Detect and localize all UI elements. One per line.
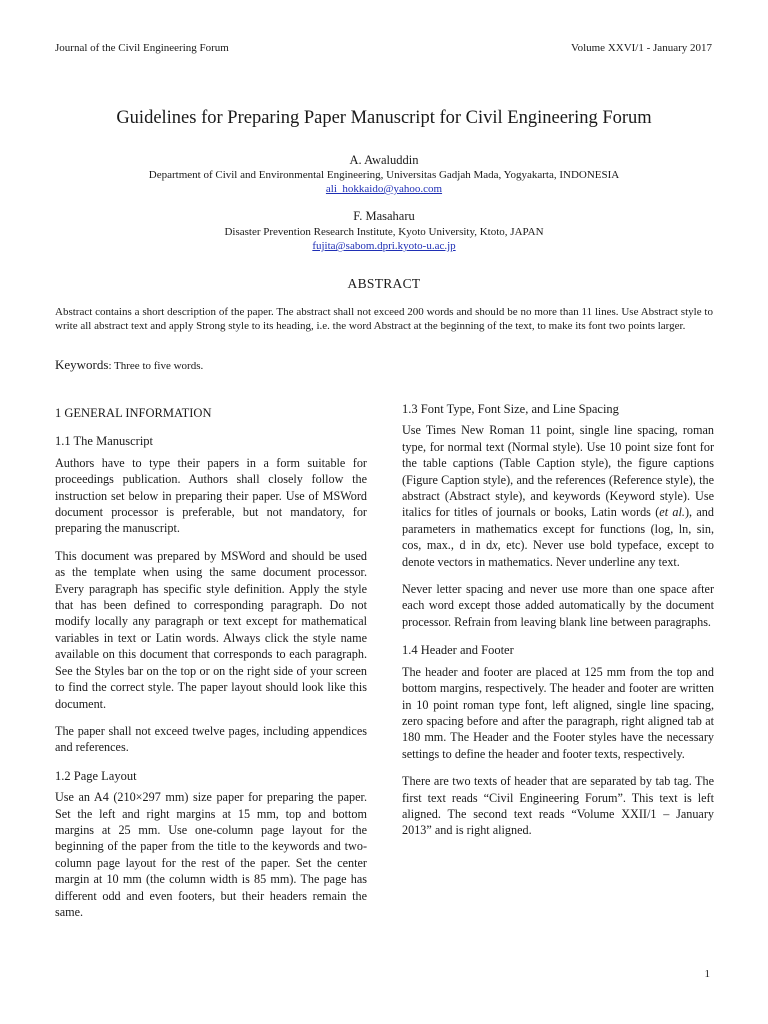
right-column — [402, 401, 714, 850]
text-run: Use Times New Roman 11 point, single line spacing, roman type, for normal text (Normal style). Use 10 point size font for the table captions (Table Caption style), the figure captions (Figure Caption style), and the references (Reference style), the abstract (Abstract style), and keywords (Keyword style). Use italics for titles of journals or books, Latin words ( — [402, 423, 714, 520]
paragraph: This document was prepared by MSWord and should be used as the template when using the same document processor. Every paragraph has specific style definition. Apply the style that has been defined to corresponding paragraph. Do not modify locally any paragraph or text except for mathematical variables in text or Latin words. Always click the style name available on this document that corresponds to each paragraph. See the Styles bar on the top or on the right side of your screen to find the correct style. The paper layout should look like this document. — [55, 548, 367, 711]
author-name-2: F. Masaharu — [353, 209, 415, 223]
author-affiliation-2: Disaster Prevention Research Institute, Kyoto University, Ktoto, JAPAN — [224, 226, 544, 238]
subsection-heading-font-type: 1.3 Font Type, Font Size, and Line Spacing — [402, 402, 619, 416]
section-heading-general-information: 1 GENERAL INFORMATION — [55, 406, 212, 420]
author-email-link-1[interactable]: ali_hokkaido@yahoo.com — [325, 183, 443, 195]
author-email-1 — [0, 183, 768, 195]
author-name-1: A. Awaluddin — [349, 153, 419, 167]
left-column — [55, 405, 367, 931]
author-affiliation-1: Department of Civil and Environmental Engineering, Universitas Gadjah Mada, Yogyakarta, INDONESIA — [148, 169, 620, 181]
subsection-heading-header-footer: 1.4 Header and Footer — [402, 643, 514, 658]
running-header-volume: Volume XXVI/1 - January 2017 — [571, 42, 712, 54]
paper-title: Guidelines for Preparing Paper Manuscript for Civil Engineering Forum — [116, 108, 652, 128]
paragraph: Authors have to type their papers in a form suitable for proceedings publication. Authors shall closely follow the instruction set below in preparing their paper. Use of MSWord document processor is preferable, but not mandatory, for preparing the manuscript. — [55, 455, 367, 536]
page-number: 1 — [704, 968, 710, 980]
subsection-heading-page-layout: 1.2 Page Layout — [55, 768, 137, 783]
paragraph: Use an A4 (210×297 mm) size paper for preparing the paper. Set the left and right margins at 15 mm, top and bottom margins at 25 mm. Use one-column page layout for the beginning of the paper from the title to the keywords and two-column page layout for the rest of the paper. Set the center margin at 10 mm (the column width is 85 mm). The page has different odd and even footers, but their headers remain the same. — [55, 790, 367, 919]
keywords-line — [55, 357, 203, 373]
text-run: ), and parameters in mathematics except for functions (log, ln, sin, cos, max., d in d — [402, 505, 714, 553]
keywords-label: Keywords — [55, 357, 109, 372]
paragraph: The paper shall not exceed twelve pages, including appendices and references. — [55, 723, 367, 755]
keywords-text: : Three to five words. — [108, 360, 204, 372]
italic-text: et al. — [659, 505, 685, 520]
author-email-2 — [0, 240, 768, 252]
paragraph: Never letter spacing and never use more than one space after each word except those added automatically by the document processor. Refrain from leaving blank line between paragraphs. — [402, 582, 714, 629]
running-header-journal: Journal of the Civil Engineering Forum — [55, 42, 229, 54]
paragraph: There are two texts of header that are separated by tab tag. The first text reads “Civil Engineering Forum”. This text is left aligned. The second text reads “Volume XXII/1 – January 2013” and is right aligned. — [402, 774, 714, 838]
abstract-text: Abstract contains a short description of the paper. The abstract shall not exceed 200 words and should be no more than 11 lines. Use Abstract style to write all abstract text and apply Strong style to its heading, i.e. the word Abstract at the beginning of the text, to make its font two points larger. — [55, 306, 713, 333]
paragraph: The header and footer are placed at 125 mm from the top and bottom margins, respectively. The header and footer are written in 10 point roman type font, left aligned, single line spacing, zero spacing before and after the paragraph, right aligned tab at 180 mm. The Header and the Footer styles have the necessary settings to define the header and footer texts, respectively. — [402, 664, 714, 761]
subsection-heading-manuscript: 1.1 The Manuscript — [55, 434, 154, 449]
author-email-link-2[interactable]: fujita@sabom.dpri.kyoto-u.ac.jp — [312, 240, 456, 252]
paragraph — [402, 422, 714, 570]
text-run: , etc). Never use bold typeface, except to denote vectors in mathematics. Never underline any text. — [402, 538, 714, 569]
italic-text: x — [492, 538, 498, 553]
abstract-heading: ABSTRACT — [347, 276, 421, 291]
